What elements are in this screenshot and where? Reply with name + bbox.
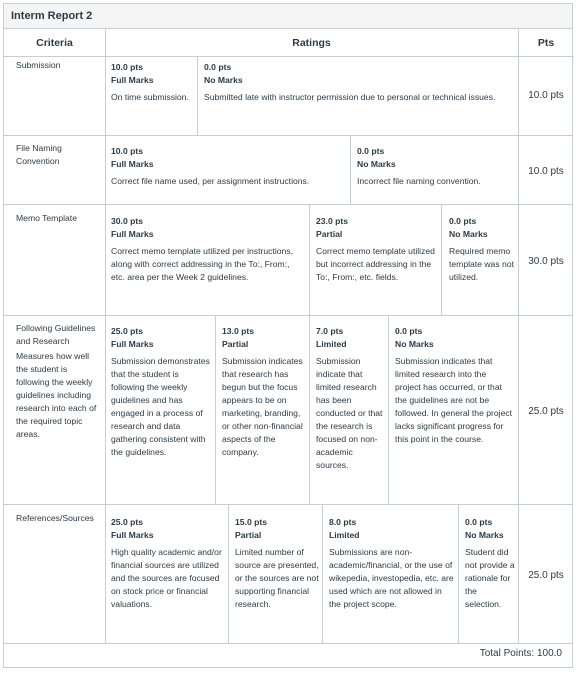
rating-description: Limited number of source are presented, or the sources are not supporting financial research. [235,547,319,609]
rating-description: On time submission. [111,92,189,102]
rating-points: 15.0 pts [235,517,268,527]
rating-points: 25.0 pts [111,517,144,527]
rating-cell [395,325,513,446]
rating-label: Partial [222,339,249,349]
criterion-name: References/Sources [16,513,94,523]
rating-label: Partial [316,229,343,239]
rating-cell [357,145,515,188]
rating-label: Full Marks [111,229,154,239]
criterion-points: 10.0 pts [528,90,564,101]
rating-description: Incorrect file naming convention. [357,176,481,186]
rating-description: Submissions are non-academic/financial, or the use of wikepedia, investopedia, etc. are used which are not allowed in the project scope. [329,547,454,609]
rating-cell [329,516,455,611]
criterion-points: 25.0 pts [528,570,564,581]
rating-label: Full Marks [111,159,154,169]
rating-points: 0.0 pts [449,216,477,226]
rating-cell [111,516,225,611]
divider [4,204,572,205]
divider [228,504,229,643]
rating-description: Student did not provide a rationale for the selection. [465,547,515,609]
rating-description: Required memo template was not utilized. [449,246,514,282]
rating-points: 0.0 pts [465,517,493,527]
rating-description: Submission indicates that research has begun but the focus appears to be on marketing, branding, or other non-financial aspects of the company. [222,356,303,457]
rating-description: Correct memo template utilized but incorrect addressing in the To:, From:, etc. fields. [316,246,435,282]
divider [441,204,442,315]
rating-points: 30.0 pts [111,216,144,226]
divider [4,135,572,136]
rating-points: 25.0 pts [111,326,144,336]
divider [4,315,572,316]
divider [105,29,106,643]
criterion-points: 10.0 pts [528,166,564,177]
rating-description: Submission demonstrates that the student is following the weekly guidelines and has engaged in a process of research and data gathering consistent with the guidelines. [111,356,210,457]
rating-cell [316,215,438,284]
divider [350,135,351,204]
criterion-cell [16,322,102,441]
criterion-name: Submission [16,60,61,70]
rating-description: Submitted late with instructor permission due to personal or technical issues. [204,92,496,102]
rating-cell [316,325,386,472]
rating-description: Submission indicates that limited research into the project has occurred, or that the guidelines are not be followed. In general the project lacks significant progress for this point in the course. [395,356,513,444]
divider [4,504,572,505]
divider [458,504,459,643]
criterion-name: Memo Template [16,213,77,223]
rating-label: No Marks [395,339,434,349]
rating-description: Correct file name used, per assignment instructions. [111,176,310,186]
divider [388,315,389,504]
total-points: Total Points: 100.0 [479,648,562,659]
rating-points: 0.0 pts [204,62,232,72]
rating-points: 8.0 pts [329,517,357,527]
rating-label: Full Marks [111,530,154,540]
divider [4,643,572,644]
divider [197,57,198,135]
rating-cell [449,215,515,284]
rating-label: Limited [316,339,347,349]
rating-label: No Marks [449,229,488,239]
rating-cell [111,325,211,459]
divider [215,315,216,504]
rating-points: 10.0 pts [111,146,144,156]
criterion-points: 25.0 pts [528,406,564,417]
rating-label: Partial [235,530,262,540]
rating-description: High quality academic and/or financial sources are utilized and the sources are focused on stock price or financial valuations. [111,547,222,609]
rating-label: No Marks [357,159,396,169]
divider [309,204,310,315]
ratings-header: Ratings [105,29,518,57]
rating-label: Limited [329,530,360,540]
criterion-name: File Naming Convention [16,143,62,166]
criterion-description: Measures how well the student is following the weekly guidelines including research into each of the required topic areas. [16,351,97,439]
rubric-table [3,3,573,668]
criteria-header: Criteria [4,29,105,57]
rating-cell [235,516,319,611]
rating-points: 0.0 pts [357,146,385,156]
rating-label: Full Marks [111,75,154,85]
pts-header: Pts [518,29,574,57]
rating-points: 13.0 pts [222,326,255,336]
rating-cell [465,516,515,611]
rating-cell [204,61,509,104]
rating-cell [111,61,195,104]
rating-points: 23.0 pts [316,216,349,226]
criterion-name: Following Guidelines and Research [16,323,96,346]
rating-cell [111,145,347,188]
rating-points: 7.0 pts [316,326,344,336]
rating-cell [111,215,303,284]
rubric-title: Interm Report 2 [4,4,572,29]
rating-label: Full Marks [111,339,154,349]
rating-points: 10.0 pts [111,62,144,72]
divider [309,315,310,504]
divider [322,504,323,643]
rating-description: Submission indicate that limited research has been conducted or that the research is focused on non-academic sources. [316,356,383,470]
rating-points: 0.0 pts [395,326,423,336]
rating-description: Correct memo template utilized per instructions, along with correct addressing in the To:, From:, etc. area per the Week 2 guidelines. [111,246,293,282]
divider [518,29,519,643]
criterion-points: 30.0 pts [528,256,564,267]
rating-label: No Marks [465,530,504,540]
rating-label: No Marks [204,75,243,85]
rating-cell [222,325,306,459]
